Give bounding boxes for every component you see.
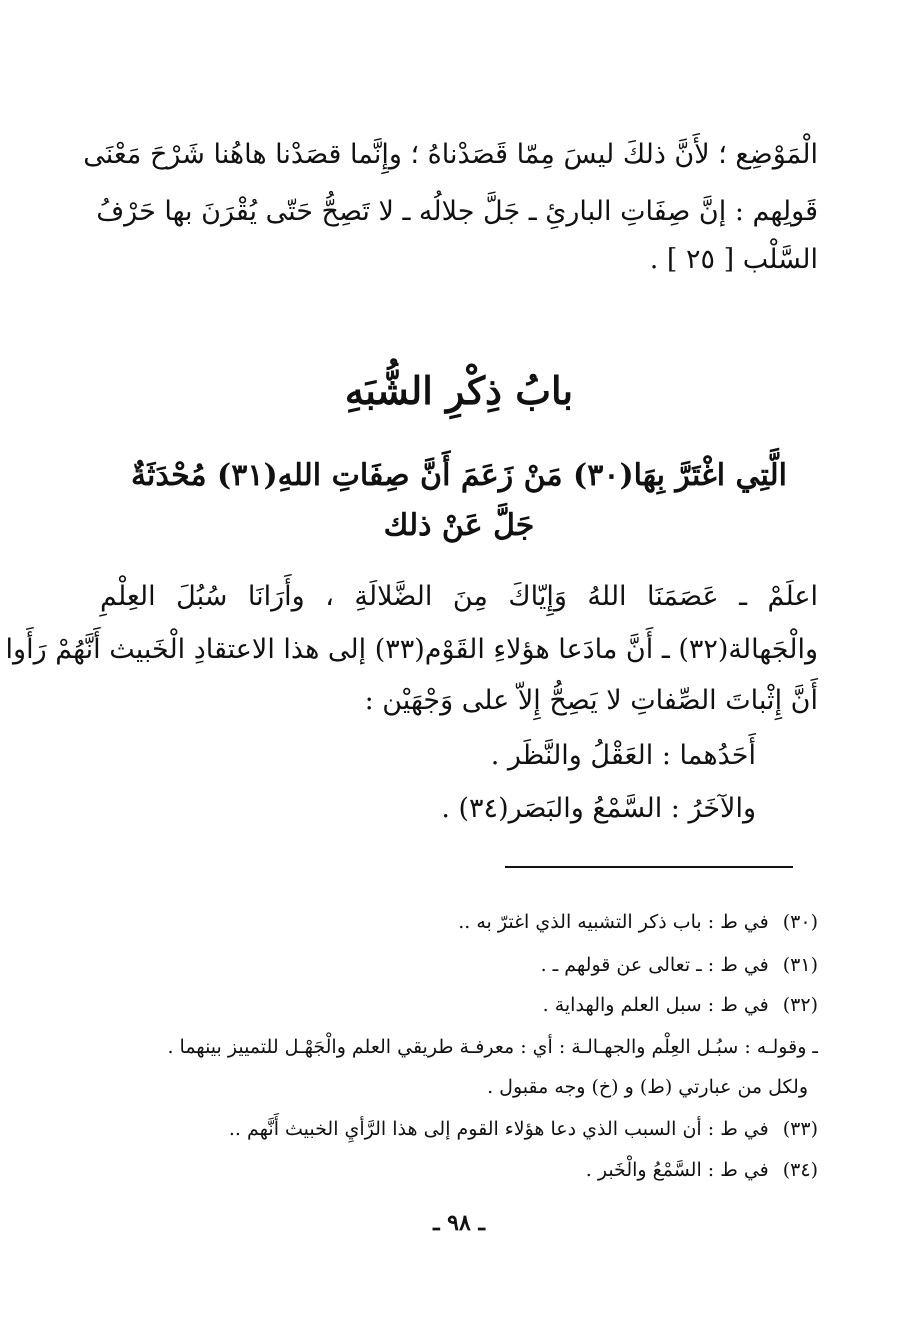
footnote-32-continuation-2 xyxy=(487,1072,808,1102)
chapter-subtitle-line-1: الَّتِي اغْتَرَّ بِهَا(٣٠) مَنْ زَعَمَ أَنَّ صِفَاتِ اللهِ(٣١) مُحْدَثَةٌ xyxy=(130,458,788,493)
chapter-subtitle-line-2: جَلَّ عَنْ ذلك xyxy=(383,508,535,543)
list-item-first: أَحَدُهما : العَقْلُ والنَّظَر . xyxy=(490,740,756,771)
footnote-30 xyxy=(458,907,818,937)
footnote-33 xyxy=(229,1114,818,1144)
footnote-32-continuation-1 xyxy=(167,1032,818,1062)
footnote-text: في ط : ـ تعالى عن قولهم ـ . xyxy=(540,954,769,976)
footnote-number: (٣٢) xyxy=(782,994,818,1016)
body-paragraph-line-3: أَنَّ إِثْباتَ الصِّفاتِ لا يَصِحُّ إِلاّ على وَجْهَيْن : xyxy=(364,685,818,716)
footnote-number: (٣٠) xyxy=(782,911,818,933)
footnote-number: (٣٣) xyxy=(782,1118,818,1140)
footnote-text: في ط : سبل العلم والهداية . xyxy=(542,994,769,1016)
footnote-text: في ط : باب ذكر التشبيه الذي اغترّ به .. xyxy=(458,911,769,933)
footnote-text: ـ وقولـه : سبُـل العِلْم والجهـالـة : أي : معرفـة طريقي العلم والْجَهْـل للتمييز بينهما . xyxy=(167,1036,818,1058)
footnote-34 xyxy=(586,1155,818,1185)
chapter-title: بابُ ذِكْرِ الشُّبَهِ xyxy=(344,368,574,413)
body-paragraph-line-2: والْجَهالة(٣٢) ـ أَنَّ مادَعا هؤلاءِ القَوْم(٣٣) إلى هذا الاعتقادِ الْخَبيث أَنَّهُمْ رَأَوا xyxy=(5,634,818,665)
footnote-number: (٣١) xyxy=(782,954,818,976)
top-paragraph-line-1: الْمَوْضِع ؛ لأَنَّ ذلكَ ليسَ مِمّا قَصَدْناهُ ؛ وإِنَّما قصَدْنا هاهُنا شَرْحَ مَعْنَى xyxy=(83,139,818,170)
list-item-second: والآخَرُ : السَّمْعُ والبَصَر(٣٤) . xyxy=(441,793,756,824)
top-paragraph-line-2: قَولِهم : إنَّ صِفَاتِ البارئِ ـ جَلَّ جلالُه ـ لا تَصِحُّ حَتّى يُقْرَنَ بها حَرْفُ xyxy=(96,196,818,227)
footnote-31 xyxy=(541,950,818,980)
top-paragraph-line-3: السَّلْب [ ٢٥ ] . xyxy=(649,244,818,275)
body-paragraph-line-1: اعلَمْ ـ عَصَمَنَا اللهُ وَإِيّاكَ مِنَ الضَّلالَةِ ، وأَرَانَا سُبُلَ العِلْمِ xyxy=(100,581,818,612)
footnote-32 xyxy=(543,990,818,1020)
footnote-divider xyxy=(505,866,793,868)
footnote-text: ولكل من عبارتي (ط) و (خ) وجه مقبول . xyxy=(487,1076,808,1098)
footnote-text: في ط : السَّمْعُ والْخَبر . xyxy=(585,1159,769,1181)
footnote-text: في ط : أن السبب الذي دعا هؤلاء القوم إلى هذا الرَّأيِ الخبيث أَنَّهم .. xyxy=(228,1118,769,1140)
footnote-number: (٣٤) xyxy=(782,1159,818,1181)
page-number: ـ ٩٨ ـ xyxy=(433,1210,485,1236)
